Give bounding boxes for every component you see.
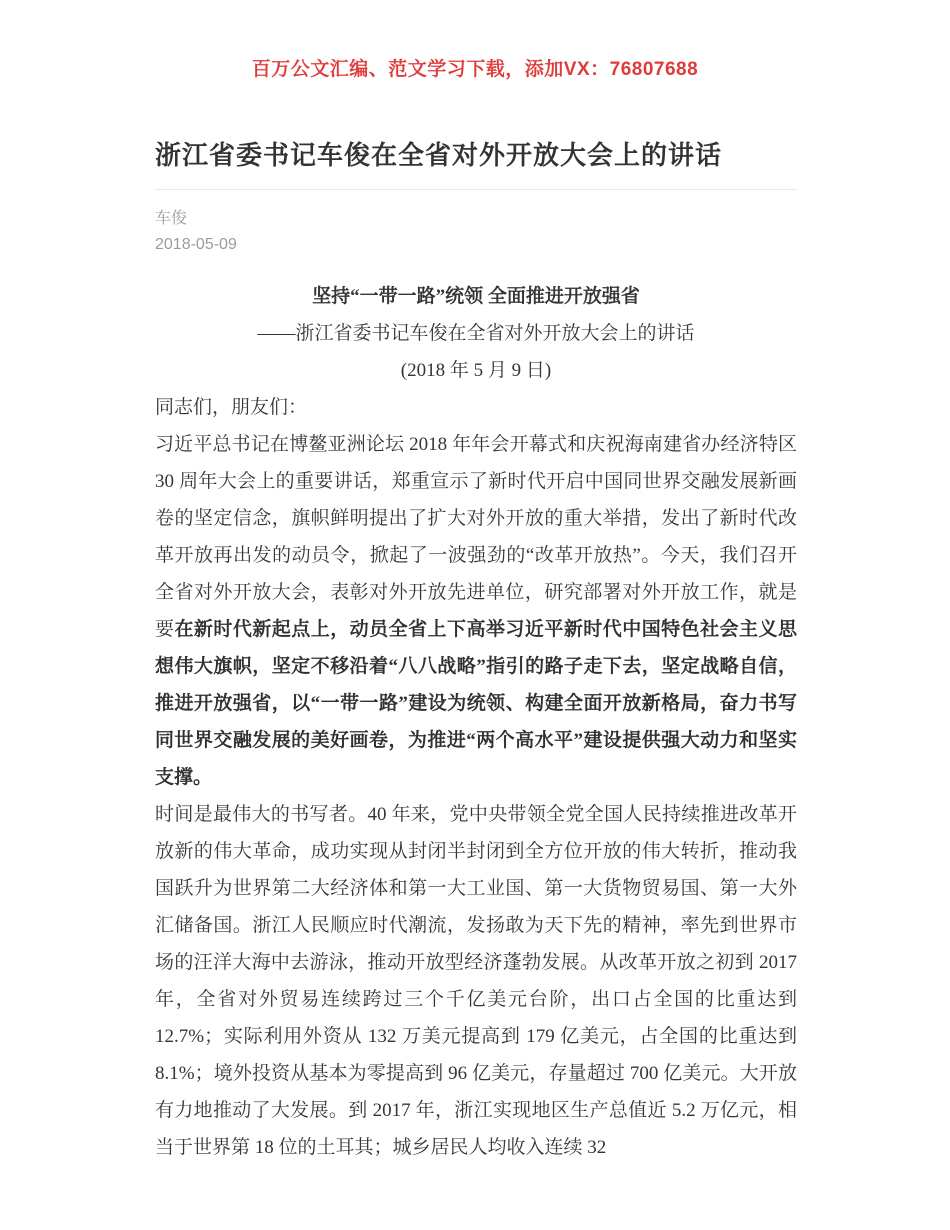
speech-title: 坚持“一带一路”统领 全面推进开放强省 xyxy=(312,286,640,307)
article-container xyxy=(0,137,950,1166)
speech-body xyxy=(155,278,797,1166)
speech-paragraph-1 xyxy=(155,426,797,796)
article-author: 车俊 xyxy=(155,210,188,227)
speech-date-line: (2018 年 5 月 9 日) xyxy=(400,360,552,381)
speech-paragraph-2: 时间是最伟大的书写者。40 年来，党中央带领全党全国人民持续推进改革开放新的伟大革命，成功实现从封闭半封闭到全方位开放的伟大转折，推动我国跃升为世界第二大经济体和第一大工业国、第一大货物贸易国、第一大外汇储备国。浙江人民顺应时代潮流，发扬敢为天下先的精神，率先到世界市场的汪洋大海中去游泳，推动开放型经济蓬勃发展。从改革开放之初到 2017 年，全省对外贸易连续跨过三个千亿美元台阶，出口占全国的比重达到 12.7%；实际利用外资从 132 万美元提高到 179 亿美元，占全国的比重达到 8.1%；境外投资从基本为零提高到 96 亿美元，存量超过 700 亿美元。大开放有力地推动了大发展。到 2017 年，浙江实现地区生产总值近 5.2 万亿元，相当于世界第 18 位的土耳其；城乡居民人均收入连续 32 xyxy=(155,804,797,1158)
speech-salutation: 同志们，朋友们： xyxy=(155,397,308,418)
article-title: 浙江省委书记车俊在全省对外开放大会上的讲话 xyxy=(155,140,723,170)
speech-subtitle: ——浙江省委书记车俊在全省对外开放大会上的讲话 xyxy=(257,323,695,344)
speech-paragraph-1-text: 习近平总书记在博鳌亚洲论坛 2018 年年会开幕式和庆祝海南建省办经济特区 30 周年大会上的重要讲话，郑重宣示了新时代开启中国同世界交融发展新画卷的坚定信念，旗帜鲜明提出了扩大对外开放的重大举措，发出了新时代改革开放再出发的动员令，掀起了一波强劲的“改革开放热”。今天，我们召开全省对外开放大会，表彰对外开放先进单位，研究部署对外开放工作，就是要 xyxy=(155,434,797,640)
title-divider xyxy=(155,189,797,190)
article-meta xyxy=(155,206,797,258)
speech-paragraph-1-emphasis: 在新时代新起点上，动员全省上下高举习近平新时代中国特色社会主义思想伟大旗帜，坚定不移沿着“八八战略”指引的路子走下去，坚定战略自信，推进开放强省，以“一带一路”建设为统领、构建全面开放新格局，奋力书写同世界交融发展的美好画卷，为推进“两个高水平”建设提供强大动力和坚实支撑。 xyxy=(155,619,797,788)
promo-notice: 百万公文汇编、范文学习下载，添加VX：76807688 xyxy=(251,59,699,80)
article-date: 2018-05-09 xyxy=(155,236,237,253)
